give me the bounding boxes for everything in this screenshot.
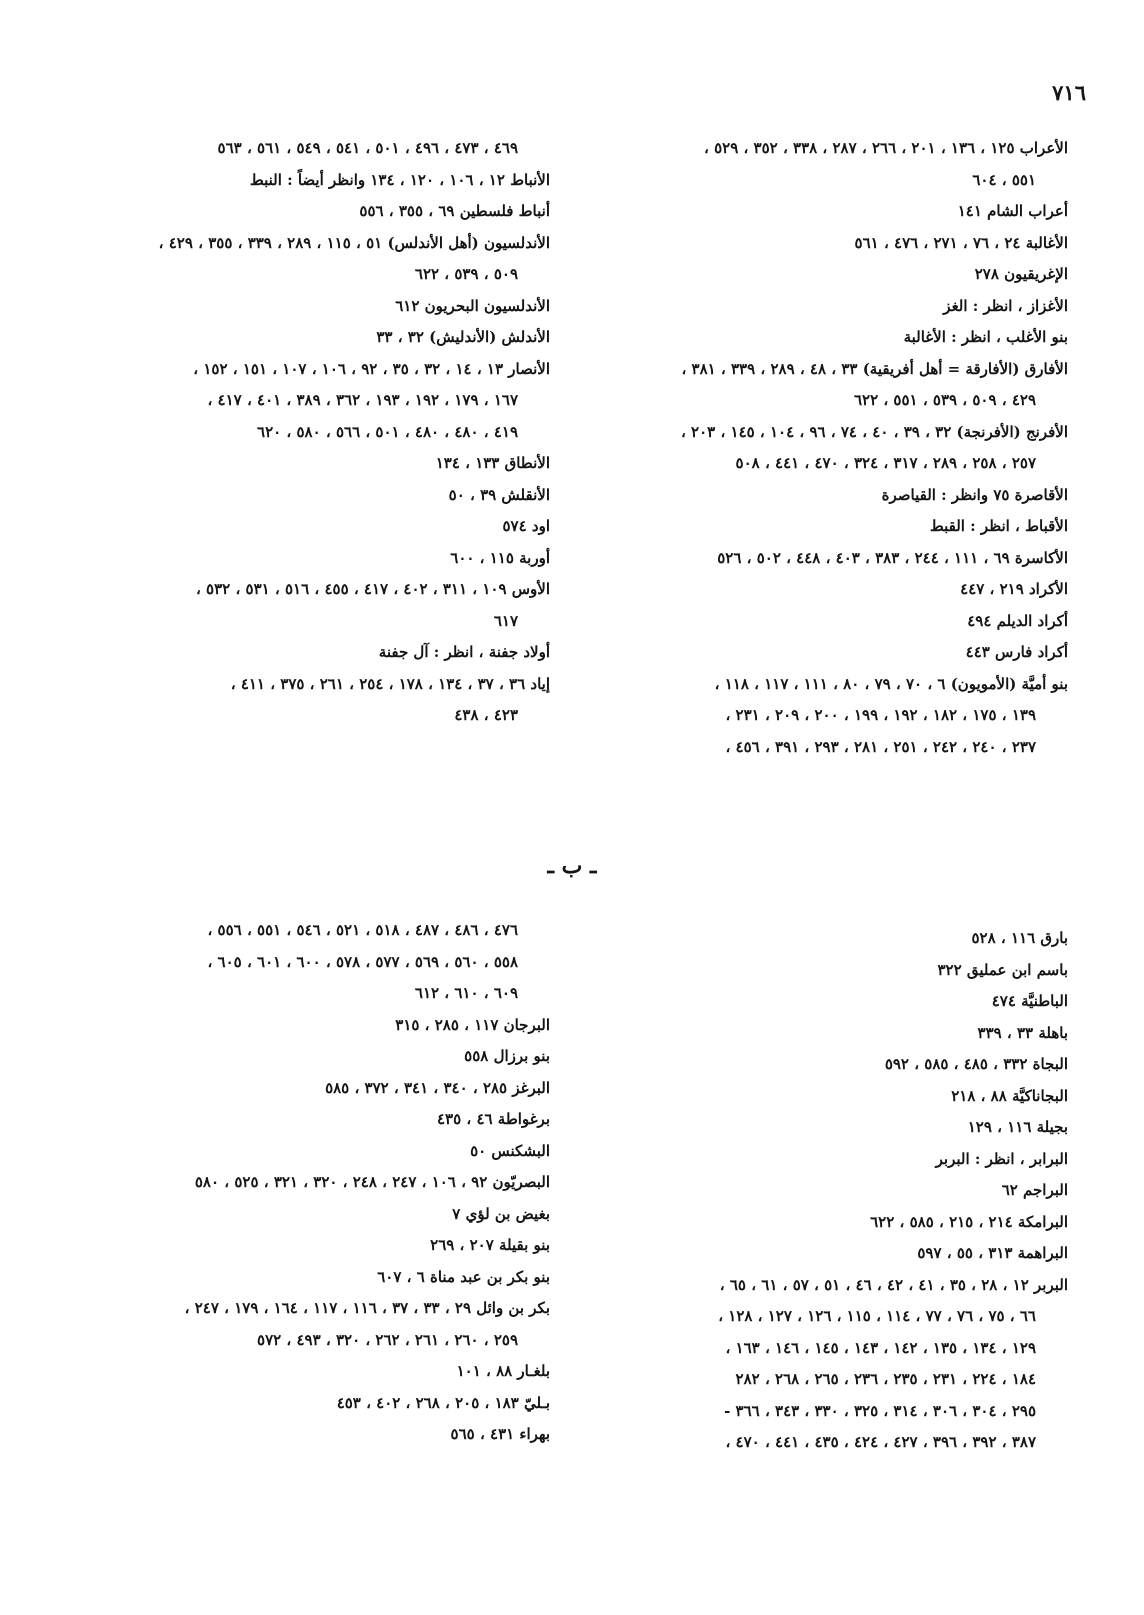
index-entry-continuation: ٣٨٧ ، ٣٩٢ ، ٣٩٦ ، ٤٢٧ ، ٤٢٤ ، ٤٣٥ ، ٤٤١ ، ٤٧٠ ، — [725, 1433, 1036, 1451]
index-entry-continuation: ٦٦ ، ٧٥ ، ٧٦ ، ٧٧ ، ١١٤ ، ١١٥ ، ١٢٦ ، ١٢٧ ، ١٢٨ ، — [718, 1307, 1036, 1325]
index-entry-continuation: ٤١٩ ، ٤٨٠ ، ٤٨٠ ، ٥٠١ ، ٥٦٦ ، ٥٨٠ ، ٦٢٠ — [257, 422, 518, 441]
index-entry: البراجم ٦٢ — [1001, 1181, 1068, 1199]
index-entry-continuation: ٤٢٣ ، ٤٣٨ — [454, 706, 518, 724]
index-entry: البشكنس ٥٠ — [470, 1141, 550, 1160]
page-number: ٧١٦ — [1052, 80, 1086, 105]
index-entry: الأفارق (الأفارقة = أهل أفريقية) ٣٣ ، ٤٨ ، ٢٨٩ ، ٣٣٩ ، ٣٨١ ، — [681, 359, 1068, 378]
index-entry: بارق ١١٦ ، ٥٢٨ — [971, 929, 1068, 947]
index-entry: الأندلسيون (أهل الأندلس) ٥١ ، ١١٥ ، ٢٨٩ ، ٣٣٩ ، ٣٥٥ ، ٤٢٩ ، — [158, 233, 550, 252]
index-entry-continuation: ٥٠٩ ، ٥٣٩ ، ٦٢٢ — [414, 265, 518, 283]
index-entry: البرجان ١١٧ ، ٢٨٥ ، ٣١٥ — [395, 1015, 550, 1034]
index-entry: بنو أميَّة (الأمويون) ٦ ، ٧٠ ، ٧٩ ، ٨٠ ، ١١١ ، ١١٧ ، ١١٨ ، — [714, 674, 1068, 693]
index-column-right — [568, 133, 1068, 763]
index-entry: بنو بكر بن عبد مناة ٦ ، ٦٠٧ — [377, 1267, 550, 1286]
index-entry-continuation: ٥٥١ ، ٦٠٤ — [972, 170, 1036, 189]
index-entry-continuation: ٤٦٩ ، ٤٧٣ ، ٤٩٦ ، ٥٠١ ، ٥٤١ ، ٥٤٩ ، ٥٦١ ، ٥٦٣ — [217, 139, 518, 157]
index-entry: باهلة ٣٣ ، ٣٣٩ — [977, 1023, 1068, 1042]
index-entry-continuation: ٦٠٩ ، ٦١٠ ، ٦١٢ — [414, 984, 518, 1002]
index-entry: بنو برزال ٥٥٨ — [464, 1047, 550, 1065]
index-entry-continuation: ١٣٩ ، ١٧٥ ، ١٨٢ ، ١٩٢ ، ١٩٩ ، ٢٠٠ ، ٢٠٩ ، ٢٣١ ، — [725, 706, 1036, 724]
index-entry: بكر بن وائل ٢٩ ، ٣٣ ، ٣٧ ، ١١٦ ، ١١٧ ، ١٦٤ ، ١٧٩ ، ٢٤٧ ، — [184, 1299, 550, 1317]
index-entry: الأكاسرة ٦٩ ، ١١١ ، ٢٤٤ ، ٣٨٣ ، ٤٠٣ ، ٤٤٨ ، ٥٠٢ ، ٥٢٦ — [717, 548, 1068, 567]
index-entry: برغواطة ٤٦ ، ٤٣٥ — [436, 1110, 550, 1128]
index-entry: البرابر ، انظر : البربر — [935, 1149, 1068, 1168]
index-column-left — [60, 133, 550, 732]
index-entry: الأنطاق ١٣٣ ، ١٣٤ — [435, 454, 550, 472]
index-entry: البصريّون ٩٢ ، ١٠٦ ، ٢٤٧ ، ٢٤٨ ، ٣٢٠ ، ٣٢١ ، ٥٢٥ ، ٥٨٠ — [194, 1173, 550, 1191]
index-entry: الإغريقيون ٢٧٨ — [974, 265, 1068, 283]
index-entry: الباطنيَّة ٤٧٤ — [991, 992, 1068, 1010]
index-entry: الأنصار ١٣ ، ١٤ ، ٣٢ ، ٣٥ ، ٩٢ ، ١٠٦ ، ١٠٧ ، ١٥١ ، ١٥٢ ، — [193, 359, 550, 378]
index-entry: البرامكة ٢١٤ ، ٢١٥ ، ٥٨٥ ، ٦٢٢ — [870, 1212, 1068, 1231]
index-entry: أنباط فلسطين ٦٩ ، ٣٥٥ ، ٥٥٦ — [359, 202, 550, 220]
index-entry: الأفرنج (الأفرنجة) ٣٢ ، ٣٩ ، ٤٠ ، ٧٤ ، ٩٦ ، ١٠٤ ، ١٤٥ ، ٢٠٣ ، — [680, 422, 1068, 441]
index-entry-continuation: ١٨٤ ، ٢٢٤ ، ٢٣١ ، ٢٣٥ ، ٢٣٦ ، ٢٦٥ ، ٢٦٨ ، ٢٨٢ — [735, 1370, 1036, 1388]
index-entry-continuation: ٢٣٧ ، ٢٤٠ ، ٢٤٢ ، ٢٥١ ، ٢٨١ ، ٢٩٣ ، ٣٩١ ، ٤٥٦ ، — [725, 737, 1036, 756]
index-entry-continuation: ٥٥٨ ، ٥٦٠ ، ٥٦٩ ، ٥٧٧ ، ٥٧٨ ، ٦٠٠ ، ٦٠١ ، ٦٠٥ ، — [207, 952, 518, 971]
index-entry: أكراد الديلم ٤٩٤ — [967, 611, 1068, 630]
index-entry: بـليّ ١٨٣ ، ٢٠٥ ، ٢٦٨ ، ٤٠٢ ، ٤٥٣ — [336, 1393, 550, 1412]
index-entry: أعراب الشام ١٤١ — [957, 202, 1068, 220]
section-divider: ـ ب ـ — [547, 853, 597, 879]
index-column-right — [568, 923, 1068, 1459]
index-entry: بغيض بن لؤي ٧ — [452, 1204, 550, 1223]
index-entry: بهراء ٤٣١ ، ٥٦٥ — [450, 1425, 550, 1443]
index-entry: إياد ٣٦ ، ٣٧ ، ١٣٤ ، ١٧٨ ، ٢٥٤ ، ٢٦١ ، ٣٧٥ ، ٤١١ ، — [230, 674, 550, 693]
index-entry-continuation: ١٢٩ ، ١٣٤ ، ١٣٥ ، ١٤٢ ، ١٤٣ ، ١٤٥ ، ١٤٦ ، ١٦٣ ، — [725, 1338, 1036, 1357]
index-entry: الأوس ١٠٩ ، ٣١١ ، ٤٠٢ ، ٤١٧ ، ٤٥٥ ، ٥١٦ ، ٥٣١ ، ٥٣٢ ، — [195, 580, 550, 598]
index-column-left — [60, 915, 550, 1451]
index-entry: الأندلش (الأندليش) ٣٢ ، ٣٣ — [376, 328, 550, 346]
index-entry: البربر ١٢ ، ٢٨ ، ٣٥ ، ٤١ ، ٤٢ ، ٤٦ ، ٥١ ، ٥٧ ، ٦١ ، ٦٥ ، — [719, 1275, 1068, 1294]
index-entry: الأقاصرة ٧٥ وانظر : القياصرة — [881, 485, 1068, 504]
index-entry: الأندلسيون البحريون ٦١٢ — [395, 296, 550, 315]
index-entry: أولاد جفنة ، انظر : آل جفنة — [378, 643, 550, 661]
index-entry: البرغز ٢٨٥ ، ٣٤٠ ، ٣٤١ ، ٣٧٢ ، ٥٨٥ — [325, 1078, 550, 1097]
index-entry: الأقباط ، انظر : القبط — [929, 517, 1068, 535]
index-entry-continuation: ١٦٧ ، ١٧٩ ، ١٩٢ ، ١٩٣ ، ٣٦٢ ، ٣٨٩ ، ٤٠١ ، ٤١٧ ، — [207, 391, 518, 409]
index-entry-continuation: ٤٧٦ ، ٤٨٦ ، ٤٨٧ ، ٥١٨ ، ٥٢١ ، ٥٤٦ ، ٥٥١ ، ٥٥٦ ، — [207, 921, 518, 939]
index-entry: الأنقلش ٣٩ ، ٥٠ — [448, 485, 550, 504]
index-entry: أكراد فارس ٤٤٣ — [965, 643, 1068, 661]
index-entry: الأنباط ١٢ ، ١٠٦ ، ١٢٠ ، ١٣٤ وانظر أيضاً : النبط — [249, 170, 550, 189]
index-entry: الأكراد ٢١٩ ، ٤٤٧ — [960, 580, 1068, 598]
index-entry: بجيلة ١١٦ ، ١٢٩ — [967, 1118, 1068, 1136]
index-entry: البجاة ٣٣٢ ، ٤٨٥ ، ٥٨٥ ، ٥٩٢ — [884, 1055, 1068, 1073]
index-entry: بنو الأغلب ، انظر : الأغالبة — [903, 328, 1068, 346]
index-entry-continuation: ٢٥٧ ، ٢٥٨ ، ٢٨٩ ، ٣١٧ ، ٣٢٤ ، ٤٧٠ ، ٤٤١ ، ٥٠٨ — [735, 454, 1036, 472]
index-entry-continuation: ٢٥٩ ، ٢٦٠ ، ٢٦١ ، ٢٦٢ ، ٣٢٠ ، ٤٩٣ ، ٥٧٢ — [257, 1330, 518, 1349]
index-entry: الأغزاز ، انظر : الغز — [943, 296, 1068, 315]
index-entry: أوربة ١١٥ ، ٦٠٠ — [450, 548, 550, 567]
index-entry: بنو بقيلة ٢٠٧ ، ٢٦٩ — [430, 1236, 550, 1254]
index-entry-continuation: ٦١٧ — [493, 611, 518, 630]
index-entry: الأعراب ١٢٥ ، ١٣٦ ، ٢٠١ ، ٢٦٦ ، ٢٨٧ ، ٣٣٨ ، ٣٥٢ ، ٥٢٩ ، — [704, 139, 1068, 157]
index-entry: البراهمة ٣١٣ ، ٥٥ ، ٥٩٧ — [917, 1244, 1068, 1262]
index-entry: بلغـار ٨٨ ، ١٠١ — [456, 1362, 550, 1380]
index-entry-continuation: ٢٩٥ ، ٣٠٤ ، ٣٠٦ ، ٣١٤ ، ٣٢٥ ، ٣٣٠ ، ٣٤٣ ، ٣٦٦ - — [724, 1401, 1036, 1420]
index-entry-continuation: ٤٢٩ ، ٥٠٩ ، ٥٣٩ ، ٥٥١ ، ٦٢٢ — [853, 391, 1036, 409]
index-entry: باسم ابن عمليق ٣٢٢ — [937, 960, 1068, 979]
index-entry: البجاناكيَّة ٨٨ ، ٢١٨ — [951, 1086, 1068, 1105]
index-entry: اود ٥٧٤ — [502, 517, 550, 535]
index-entry: الأغالبة ٢٤ ، ٧٦ ، ٢٧١ ، ٤٧٦ ، ٥٦١ — [854, 233, 1068, 252]
